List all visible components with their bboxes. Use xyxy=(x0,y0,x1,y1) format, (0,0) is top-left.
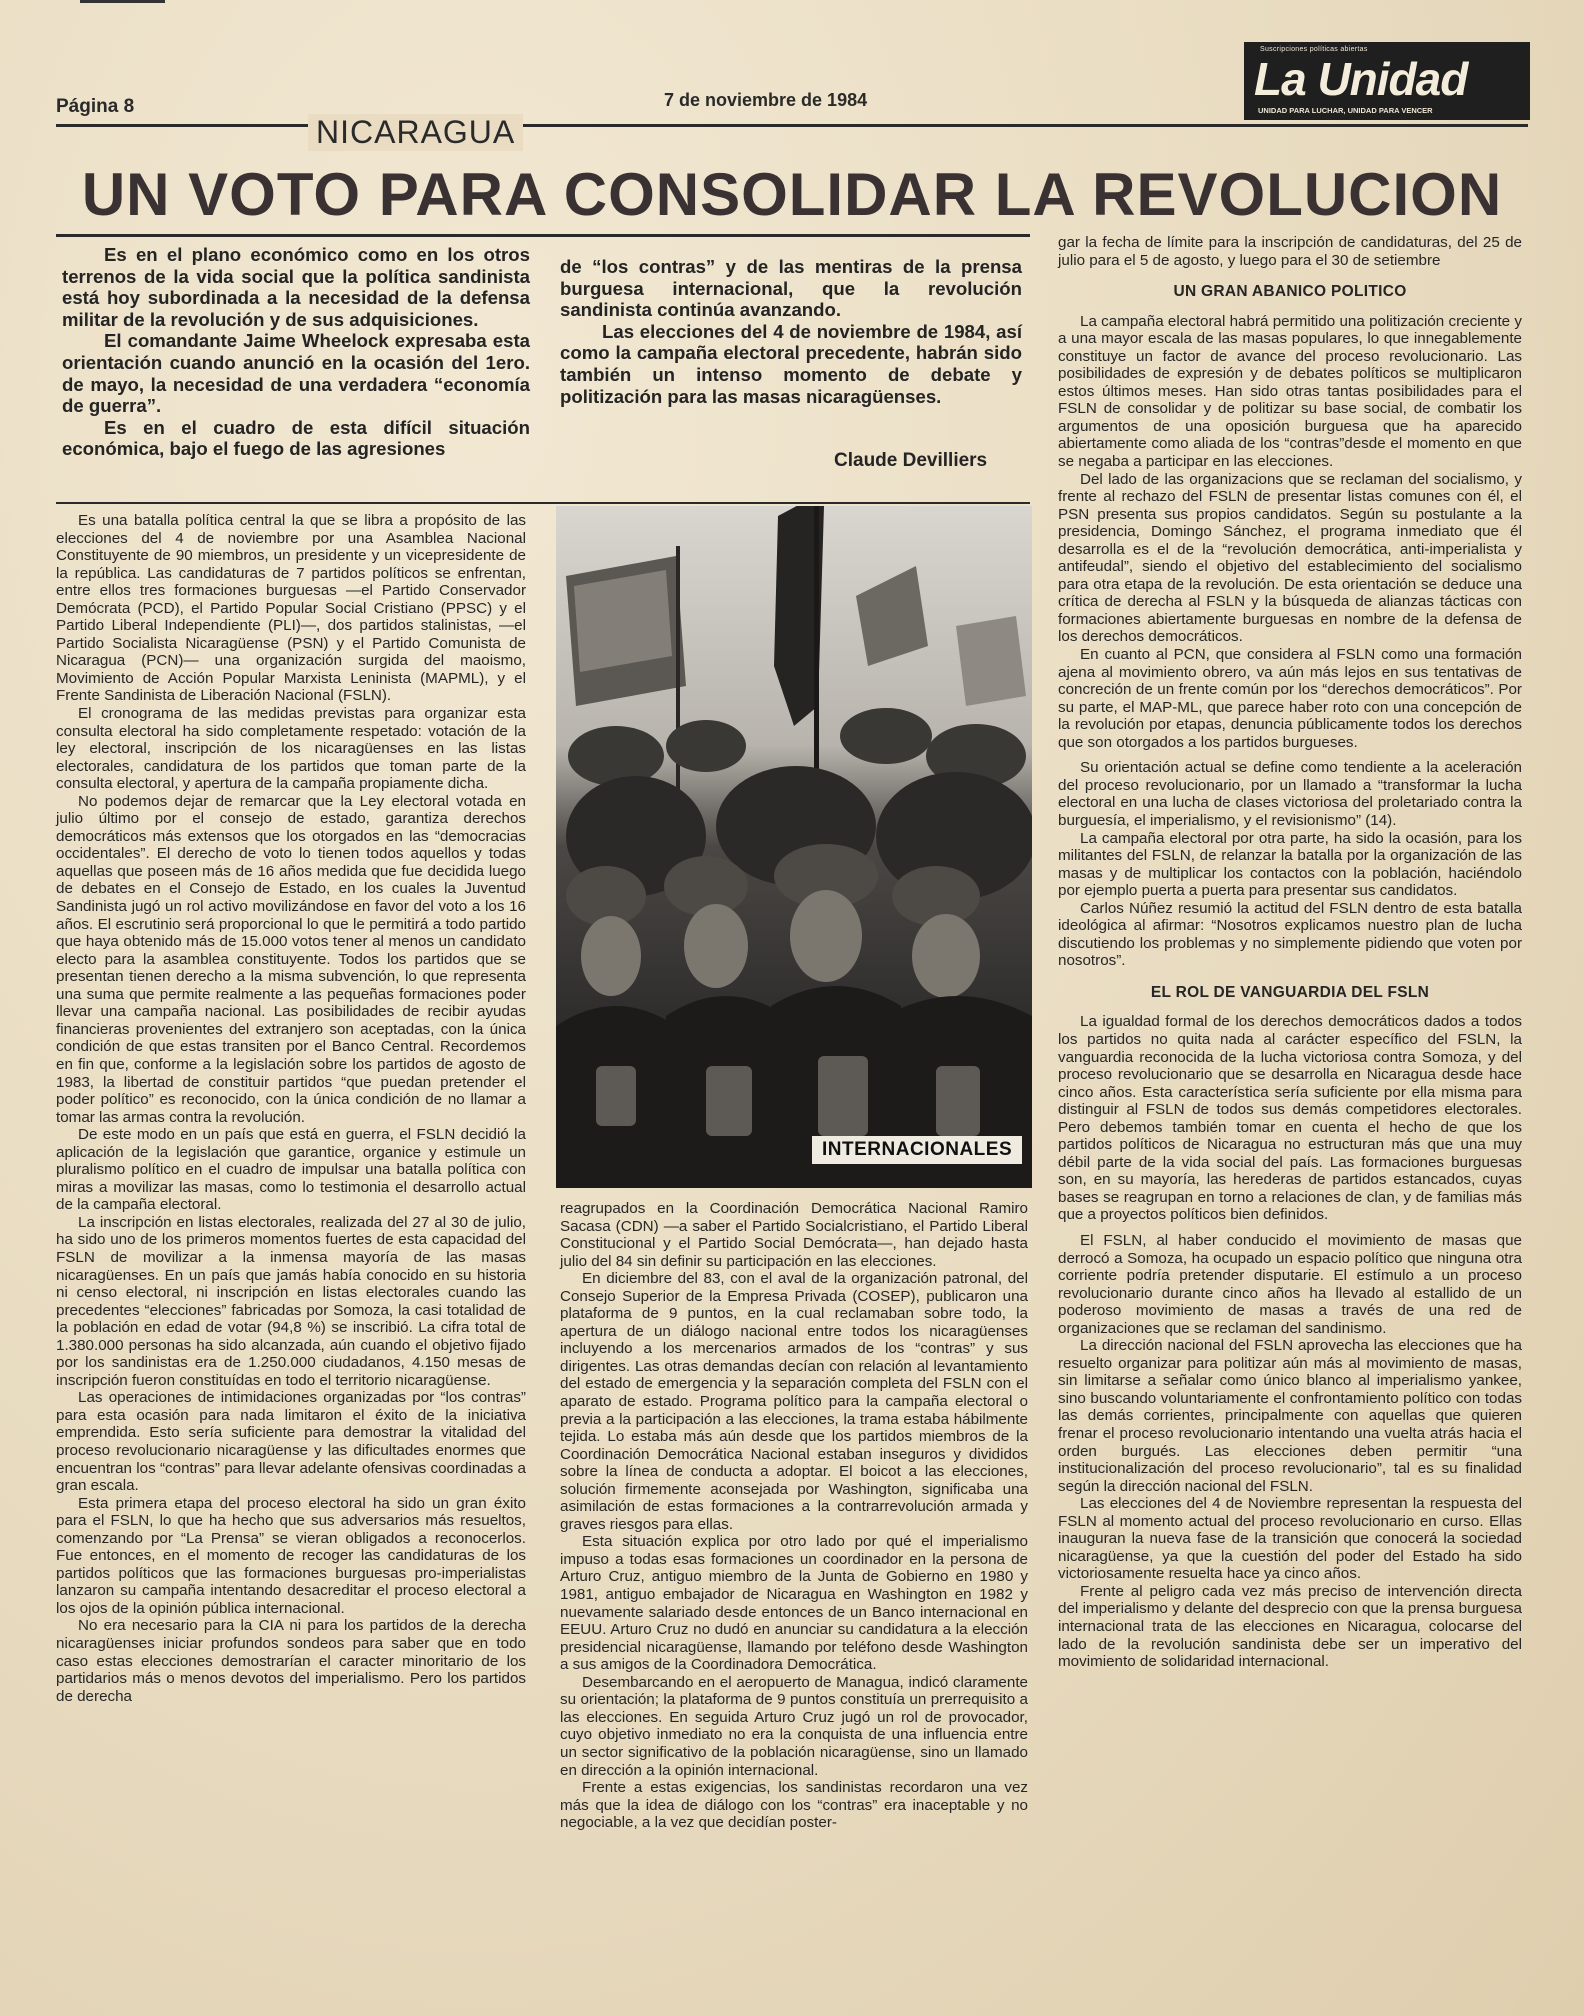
body-paragraph: Esta situación explica por otro lado por qué el imperialismo impuso a todas esas formaciones un coordinador en la persona de Arturo Cruz, antiguo miembro de la Junta de Gobierno en 1980 y 1981, antiguo embajador de Nicaragua en Washington en 1982 y nuevamente salariado desde entonces de un Banco internacional en EEUU. Arturo Cruz no dudó en anunciar su candidatura a la elección presidencial nicaragüense, llamando por teléfono desde Washington a sus amigos de la Coordinadora Democrática. xyxy=(560,1533,1028,1674)
body-paragraph: La campaña electoral habrá permitido una politización creciente y a una mayor escala de las masas populares, lo que innegablemente constituye un factor de avance del proceso revolucionario. Las posibilidades de expresión y de debates políticos se multiplicaron estos últimos meses. Han sido otras tantas posibilidades para el FSLN de consolidar y de politizar su base social, de combatir los argumentos de una oposición burguesa que ha aparecido abiertamente como aliada de los “contras”desde el momento en que se negaba a participar en las elecciones. xyxy=(1058,312,1522,471)
headline: UN VOTO PARA CONSOLIDAR LA REVOLUCION xyxy=(81,161,1503,228)
body-paragraph: No era necesario para la CIA ni para los partidos de la derecha nicaragüenses iniciar profundos sondeos para saber que en todo caso estas elecciones demostrarían el caracter minoritario de los partidarios más o menos devotos del imperialismo. Pero los partidos de derecha xyxy=(56,1617,526,1705)
lead-column-1 xyxy=(62,244,530,460)
lead-paragraph: El comandante Jaime Wheelock expresaba esta orientación cuando anunció en la ocasión del 1ero. de mayo, la necesidad de una verdadera “economía de guerra”. xyxy=(62,330,530,417)
body-paragraph: Las operaciones de intimidaciones organizadas por “los contras” para esta ocasión para nada limitaron el éxito de la iniciativa emprendida. Esto sería suficiente para demostrar la vitalidad del proceso revolucionario nicaragüense y las dificultades enormes que encuentran los “contras” para llevar adelante ofensivas coordinadas a gran escala. xyxy=(56,1389,526,1495)
crowd-photo-image xyxy=(556,506,1032,1188)
body-paragraph: Es una batalla política central la que se libra a propósito de las elecciones del 4 de noviembre por una Asamblea Nacional Constituyente de 90 miembros, un presidente y un vicepresidente de la república. Las candidaturas de 7 partidos políticos se enfrentan, entre ellos tres formaciones burguesas —el Partido Conservador Demócrata (PCD), el Partido Popular Social Cristiano (PPSC) y el Partido Liberal Independiente (PLI)—, dos partidos stalinistas, —el Partido Socialista Nicaragüense (PSN) y el Partido Comunista de Nicaragua (PCN)— una organización surgida del maoismo, Movimiento de Acción Popular Marxista Leninista (MAPML), y el Frente Sandinista de Liberación Nacional (FSLN). xyxy=(56,512,526,705)
lead-paragraph: Es en el cuadro de esta difícil situación económica, bajo el fuego de las agresiones xyxy=(62,416,530,460)
news-photo xyxy=(556,506,1032,1188)
header-rule xyxy=(56,124,1528,127)
body-paragraph: Esta primera etapa del proceso electoral ha sido un gran éxito para el FSLN, lo que ha hecho que sus adversarios más resueltos, comenzando por “La Prensa” se vieran obligados a reconocerlos. Fue entonces, en el momento de recoger las candidaturas de los partidos políticos que las formaciones burguesas pro-imperialistas lanzaron su campaña intentando desacreditar el proceso electoral a los ojos de la opinión pública internacional. xyxy=(56,1494,526,1617)
body-paragraph: Carlos Núñez resumió la actitud del FSLN dentro de esta batalla ideológica al afirmar: “Nosotros explicamos nuestro plan de lucha discutiendo los problemas y no simplemente pidiendo que voten por nosotros”. xyxy=(1058,899,1522,970)
body-paragraph: No podemos dejar de remarcar que la Ley electoral votada en julio último por el consejo de estado, garantiza derechos democráticos más extensos que los otorgados en las “democracias occidentales”. El derecho de voto lo tienen todos aquellos y todas aquellas que poseen más de 16 años medida que fue decidida luego de debates en el Consejo de Estado, en los cuales la Juventud Sandinista jugó un rol activo movilizándose en favor del voto a los 16 años. El escrutinio será proporcional lo que le permitirá a todo partido que haya obtenido más de 15.000 votos tener al menos un candidato electo para la asamblea constituyente. Todos los partidos que se presentan tienen derecho a la misma subvención, lo que representa una suma que permite realmente a las pequeñas formaciones poder llevar una campaña nacional. Las posibilidades de recibir ayudas financieras provenientes del extranjero son aceptadas, con la única condición de que estas transiten por el Banco Central. Recordemos en fin que, conforme a la legislación sobre los partidos de agosto de 1983, la libertad de constituir partidos “que puedan pretender el poder político” es reconocido, con la única condición de no llamar a tomar las armas contra la revolución. xyxy=(56,792,526,1126)
body-paragraph: reagrupados en la Coordinación Democrática Nacional Ramiro Sacasa (CDN) —a saber el Partido Socialcristiano, el Partido Liberal Constitucional y el Partido Social Demócrata—, han dejado hasta julio del 84 sin definir su participación en las elecciones. xyxy=(560,1200,1028,1270)
page-number: Página 8 xyxy=(56,96,135,117)
body-column-2 xyxy=(560,1200,1028,1832)
body-paragraph: La igualdad formal de los derechos democráticos dados a todos los partidos no quita nada al carácter específico del FSLN, la vanguardia reconocida de la lucha victoriosa contra Somoza, y del proceso revolucionario que se desarrolla en Nicaragua desde hace cinco años. Esta característica sería suficiente por ella misma para distinguir al FSLN de todos sus demás competidores electorales. Pero debemos también tomar en cuenta el hecho de que los partidos políticos de Nicaragua no estructuran más que una muy débil parte de la vida social del país. Las formaciones burguesas son, en su mayoría, las herederas de partidos estancados, cuyas bases se reagrupan en torno a relaciones de clan, y de familias más que a proyectos políticos bien definidos. xyxy=(1058,1013,1522,1224)
masthead-tagline: UNIDAD PARA LUCHAR, UNIDAD PARA VENCER xyxy=(1258,106,1433,115)
author-byline: Claude Devilliers xyxy=(834,450,988,471)
body-paragraph: La inscripción en listas electorales, realizada del 27 al 30 de julio, ha sido uno de los primeros momentos fuertes de esta capacidad del FSLN de movilizar a la inmensa mayoría de las masas nicaragüenses. En un país que jamás había conocido en su historia ni censo electoral, ni inscripción en listas electorales cuando las precedentes “elecciones” fabricadas por Somoza, la casi totalidad de la población en edad de votar (94,8 %) se inscribió. La cifra total de 1.380.000 personas ha sido alcanzada, aún cuando el objetivo fijado por los sandinistas era de 1.250.000 ciudadanos, 4.150 mesas de inscripción fueron constituídas en todo el territorio nicaragüense. xyxy=(56,1213,526,1389)
body-paragraph: Frente al peligro cada vez más preciso de intervención directa del imperialismo y delante del desprecio con que la prensa burguesa internacional trata de las elecciones en Nicaragua, colocarse del lado de la revolución sandinista debe ser un imperativo del movimiento de solidaridad internacional. xyxy=(1058,1582,1522,1671)
lead-bottom-rule xyxy=(56,502,1030,504)
subheading-vanguardia: EL ROL DE VANGUARDIA DEL FSLN xyxy=(1150,983,1430,1001)
top-edge-rule xyxy=(80,0,165,3)
masthead-name: La Unidad xyxy=(1254,53,1468,105)
section-label: NICARAGUA xyxy=(308,114,523,151)
subheading-abanico: UN GRAN ABANICO POLITICO xyxy=(1173,283,1407,301)
body-paragraph: El FSLN, al haber conducido el movimiento de masas que derrocó a Somoza, ha ocupado un espacio político que ninguna otra corriente podría pretender disputarie. El estímulo a un proceso revolucionario durante cinco años ha llevado al estallido de un poderoso movimiento de masas a través de una red de organizaciones que se reclaman del sandinismo. xyxy=(1058,1231,1522,1337)
lead-column-2 xyxy=(560,256,1022,407)
body-paragraph: En cuanto al PCN, que considera al FSLN como una formación ajena al movimiento obrero, va aún más lejos en sus tentativas de concreción de un frente común por los “derechos democráticos”. Por su parte, el MAP-ML, que parece haber roto con una concepción de la revolución por etapas, denuncia públicamente todos los derechos que son otorgados a los partidos burgueses. xyxy=(1058,646,1522,751)
issue-date: 7 de noviembre de 1984 xyxy=(664,90,868,110)
body-paragraph: Desembarcando en el aeropuerto de Managua, indicó claramente su orientación; la plataforma de 9 puntos constituía un prerrequisito a las elecciones. En seguida Arturo Cruz jugó un rol de provocador, cuyo objetivo inmediato no era la conquista de una influencia entre un sector significativo de la población nicaragüense, sino un llamado en dirección a la opinión internacional. xyxy=(560,1673,1028,1779)
masthead-kicker: Suscripciones políticas abiertas xyxy=(1260,46,1368,53)
body-paragraph: Su orientación actual se define como tendiente a la aceleración del proceso revolucionario, por un llamado a “transformar la lucha electoral en una lucha de clases victoriosa del proletariado contra la burguesía, el imperialismo, y el revisionismo” (14). xyxy=(1058,759,1522,829)
lead-paragraph: Es en el plano económico como en los otros terrenos de la vida social que la política sandinista está hoy subordinada a la necesidad de la defensa militar de la revolución y de sus adquisiciones. xyxy=(62,244,530,330)
photo-caption: INTERNACIONALES xyxy=(812,1136,1022,1164)
body-paragraph: gar la fecha de límite para la inscripción de candidaturas, del 25 de julio para el 5 de agosto, y luego para el 30 de setiembre xyxy=(1058,234,1522,269)
body-paragraph: En diciembre del 83, con el aval de la organización patronal, del Consejo Superior de la Empresa Privada (COSEP), publicaron una plataforma de 9 puntos, en la cual reclamaban sobre todo, la apertura de un diálogo nacional entre todos los nicaragüenses incluyendo a los mercenarios armados de los “contras” y sus dirigentes. Las otras demandas decían con relación al levantamiento del estado de emergencia y la separación completa del FSLN con el aparato de estado. Programa político para la campaña electoral o previa a la participación a las elecciones, la trama estaba hábilmente tejida. Lo estaba más aún desde que los partidos miembros de la Coordinación Democrática Nacional estaban inseguros y divididos sobre la línea de conducta a adoptar. El boicot a las elecciones, solución firmemente aconsejada por Washington, significaba una asimilación de estas formaciones a la contrarrevolución armada y graves riesgos para ellas. xyxy=(560,1270,1028,1533)
lead-top-rule xyxy=(56,234,1030,237)
body-paragraph: Del lado de las organizacions que se reclaman del socialismo, y frente al rechazo del FSLN de presentar listas comunes con él, el PSN presenta sus propios candidatos. Según su postulante a la presidencia, Domingo Sánchez, el programa inmediato que él desarrolla es el de la “revolución democrática, anti-imperialista y antifeudal”, siendo el objetivo del establecimiento del socialismo para otra etapa de la revolución. De esta orientación se deduce una crítica de derecha al FSLN y la búsqueda de alianzas tácticas con formaciones abiertamente burguesas en nombre de la defensa de los derechos democráticos. xyxy=(1058,470,1522,646)
masthead-logo xyxy=(1244,42,1530,120)
body-paragraph: Frente a estas exigencias, los sandinistas recordaron una vez más que la idea de diálogo con los “contras” era inaceptable y no negociable, a la vez que decidían poster- xyxy=(560,1779,1028,1832)
body-paragraph: La campaña electoral por otra parte, ha sido la ocasión, para los militantes del FSLN, de relanzar la batalla por la organización de las masas y de multiplicar los contactos con la población, haciéndolo por ejemplo puerta a puerta para presentar sus candidatos. xyxy=(1058,829,1522,900)
body-paragraph: De este modo en un país que está en guerra, el FSLN decidió la aplicación de la legislación que garantice, organice y estimule un pluralismo político en el cuadro de impulsar una batalla política con miras a movilizar las masas, como lo testimonia el desarrollo actual de la campaña electoral. xyxy=(56,1126,526,1214)
body-paragraph: Las elecciones del 4 de Noviembre representan la respuesta del FSLN al momento actual del proceso revolucionario en curso. Ellas inauguran la nueva fase de la transición que conocerá la sociedad nicaragüense, ya que la cuestión del poder del Estado ha sido victoriosamente resuelta hace ya cinco años. xyxy=(1058,1495,1522,1583)
lead-paragraph: de “los contras” y de las mentiras de la prensa burguesa internacional, que la revolución sandinista continúa avanzando. xyxy=(560,256,1022,321)
body-column-3 xyxy=(1058,234,1522,1671)
body-paragraph: El cronograma de las medidas previstas para organizar esta consulta electoral ha sido completamente respetado: votación de la ley electoral, inscripción de los nicaragüenses en las listas electorales, candidatura de los partidos que toman parte de la consulta electoral, y apertura de la campaña propiamente dicha. xyxy=(56,705,526,793)
body-column-1 xyxy=(56,512,526,1705)
body-paragraph: La dirección nacional del FSLN aprovecha las elecciones que ha resuelto organizar para politizar aún más al movimiento de masas, sin limitarse a señalar como único blanco al imperialismo yankee, sino buscando voluntariamente el confrontamiento político con todas las demás corrientes, principalmente con aquellas que quieren frenar el proceso revolucionario intentando una vuelta atrás hacia el orden burgués. Las elecciones deben permitir “una institucionalización del proceso revolucionario”, tal es su finalidad según la dirección nacional del FSLN. xyxy=(1058,1337,1522,1495)
lead-paragraph: Las elecciones del 4 de noviembre de 1984, así como la campaña electoral precedente, habrán sido también un intenso momento de debate y politización para las masas nicaragüenses. xyxy=(560,320,1022,407)
